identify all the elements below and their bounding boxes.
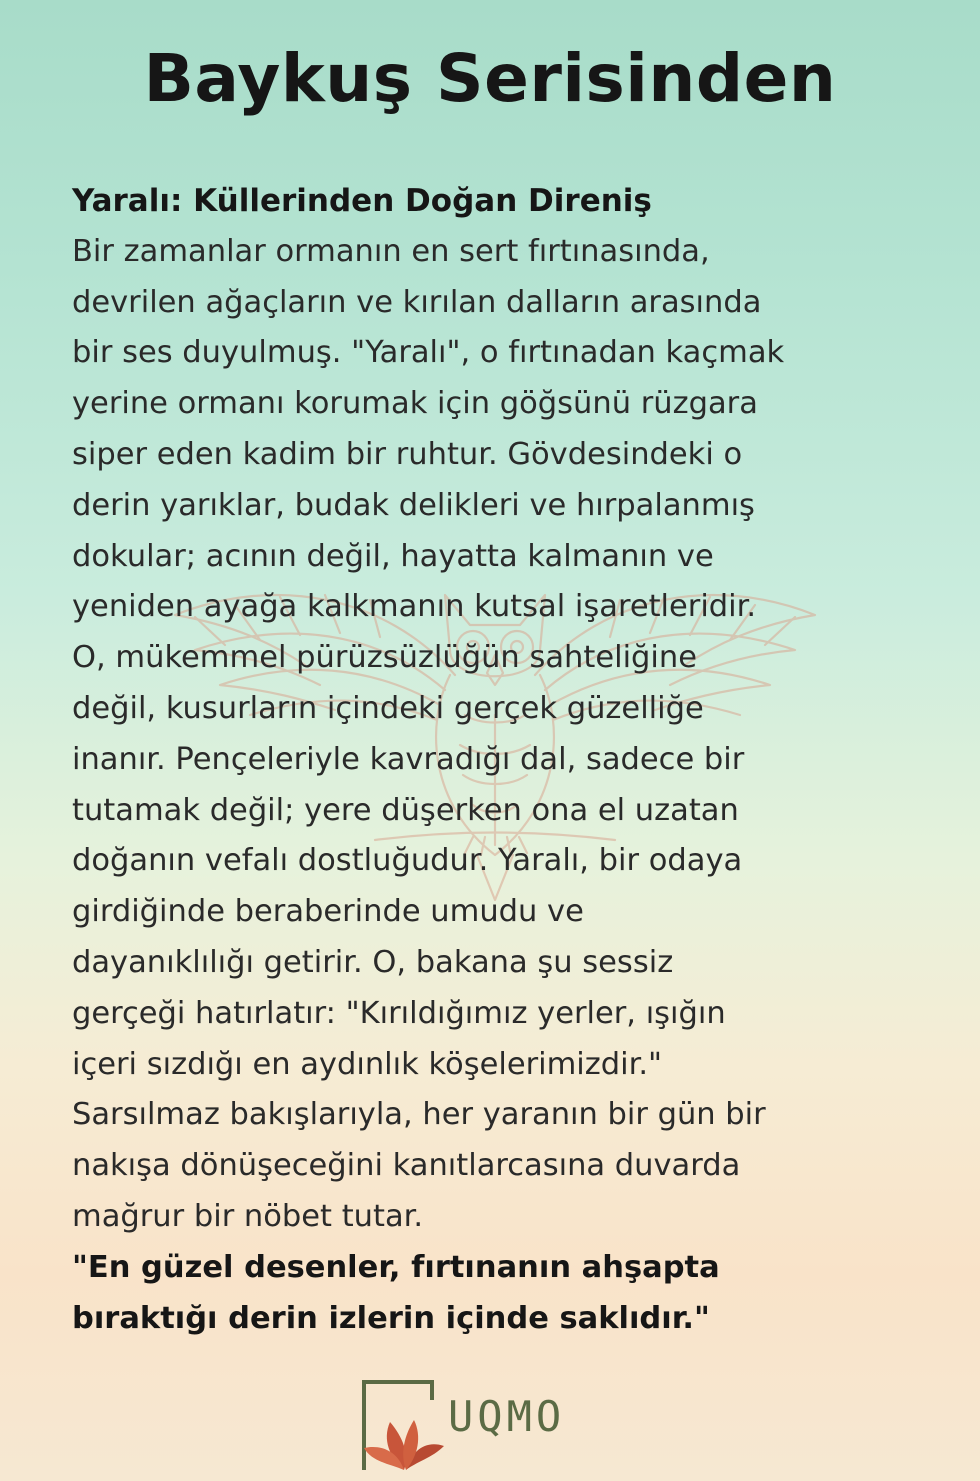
body-line: yeniden ayağa kalkmanın kutsal işaretleridir. [72, 589, 757, 625]
body-line: nakışa dönüşeceğini kanıtlarcasına duvarda [72, 1148, 741, 1184]
logo-text: UQMO [448, 1392, 566, 1441]
body-line: siper eden kadim bir ruhtur. Gövdesindeki o [72, 436, 743, 472]
body-line: Bir zamanlar ormanın en sert fırtınasında, [72, 233, 710, 269]
page-title: Baykuş Serisinden [143, 40, 837, 117]
body-line: inanır. Pençeleriyle kavradığı dal, sadece bir [72, 741, 745, 777]
body-line: Sarsılmaz bakışlarıyla, her yaranın bir gün bir [72, 1097, 766, 1133]
body-line: dokular; acının değil, hayatta kalmanın ve [72, 538, 714, 574]
body-line: derin yarıklar, budak delikleri ve hırpalanmış [72, 487, 755, 523]
closing-quote-line: bıraktığı derin izlerin içinde saklıdır." [72, 1300, 710, 1336]
body-line: yerine ormanı korumak için göğsünü rüzgara [72, 386, 758, 422]
body-line: mağrur bir nöbet tutar. [72, 1198, 424, 1234]
body-line: tutamak değil; yere düşerken ona el uzatan [72, 792, 739, 828]
closing-quote-line: "En güzel desenler, fırtınanın ahşapta [72, 1249, 720, 1285]
body-line: doğanın vefalı dostluğudur. Yaralı, bir odaya [72, 843, 743, 879]
body-line: içeri sızdığı en aydınlık köşelerimizdir." [72, 1046, 663, 1082]
story-text [72, 176, 932, 1344]
story-subtitle: Yaralı: Küllerinden Doğan Direniş [72, 183, 652, 219]
body-line: değil, kusurların içindeki gerçek güzelliğe [72, 690, 704, 726]
logo-leaf-icon [360, 1378, 450, 1473]
body-line: gerçeği hatırlatır: "Kırıldığımız yerler, ışığın [72, 995, 726, 1031]
body-line: O, mükemmel pürüzsüzlüğün sahteliğine [72, 640, 697, 676]
body-line: devrilen ağaçların ve kırılan dalların arasında [72, 284, 762, 320]
body-line: girdiğinde beraberinde umudu ve [72, 894, 584, 930]
body-line: bir ses duyulmuş. "Yaralı", o fırtınadan kaçmak [72, 335, 785, 371]
brand-logo [360, 1378, 590, 1473]
body-line: dayanıklılığı getirir. O, bakana şu sessiz [72, 944, 674, 980]
